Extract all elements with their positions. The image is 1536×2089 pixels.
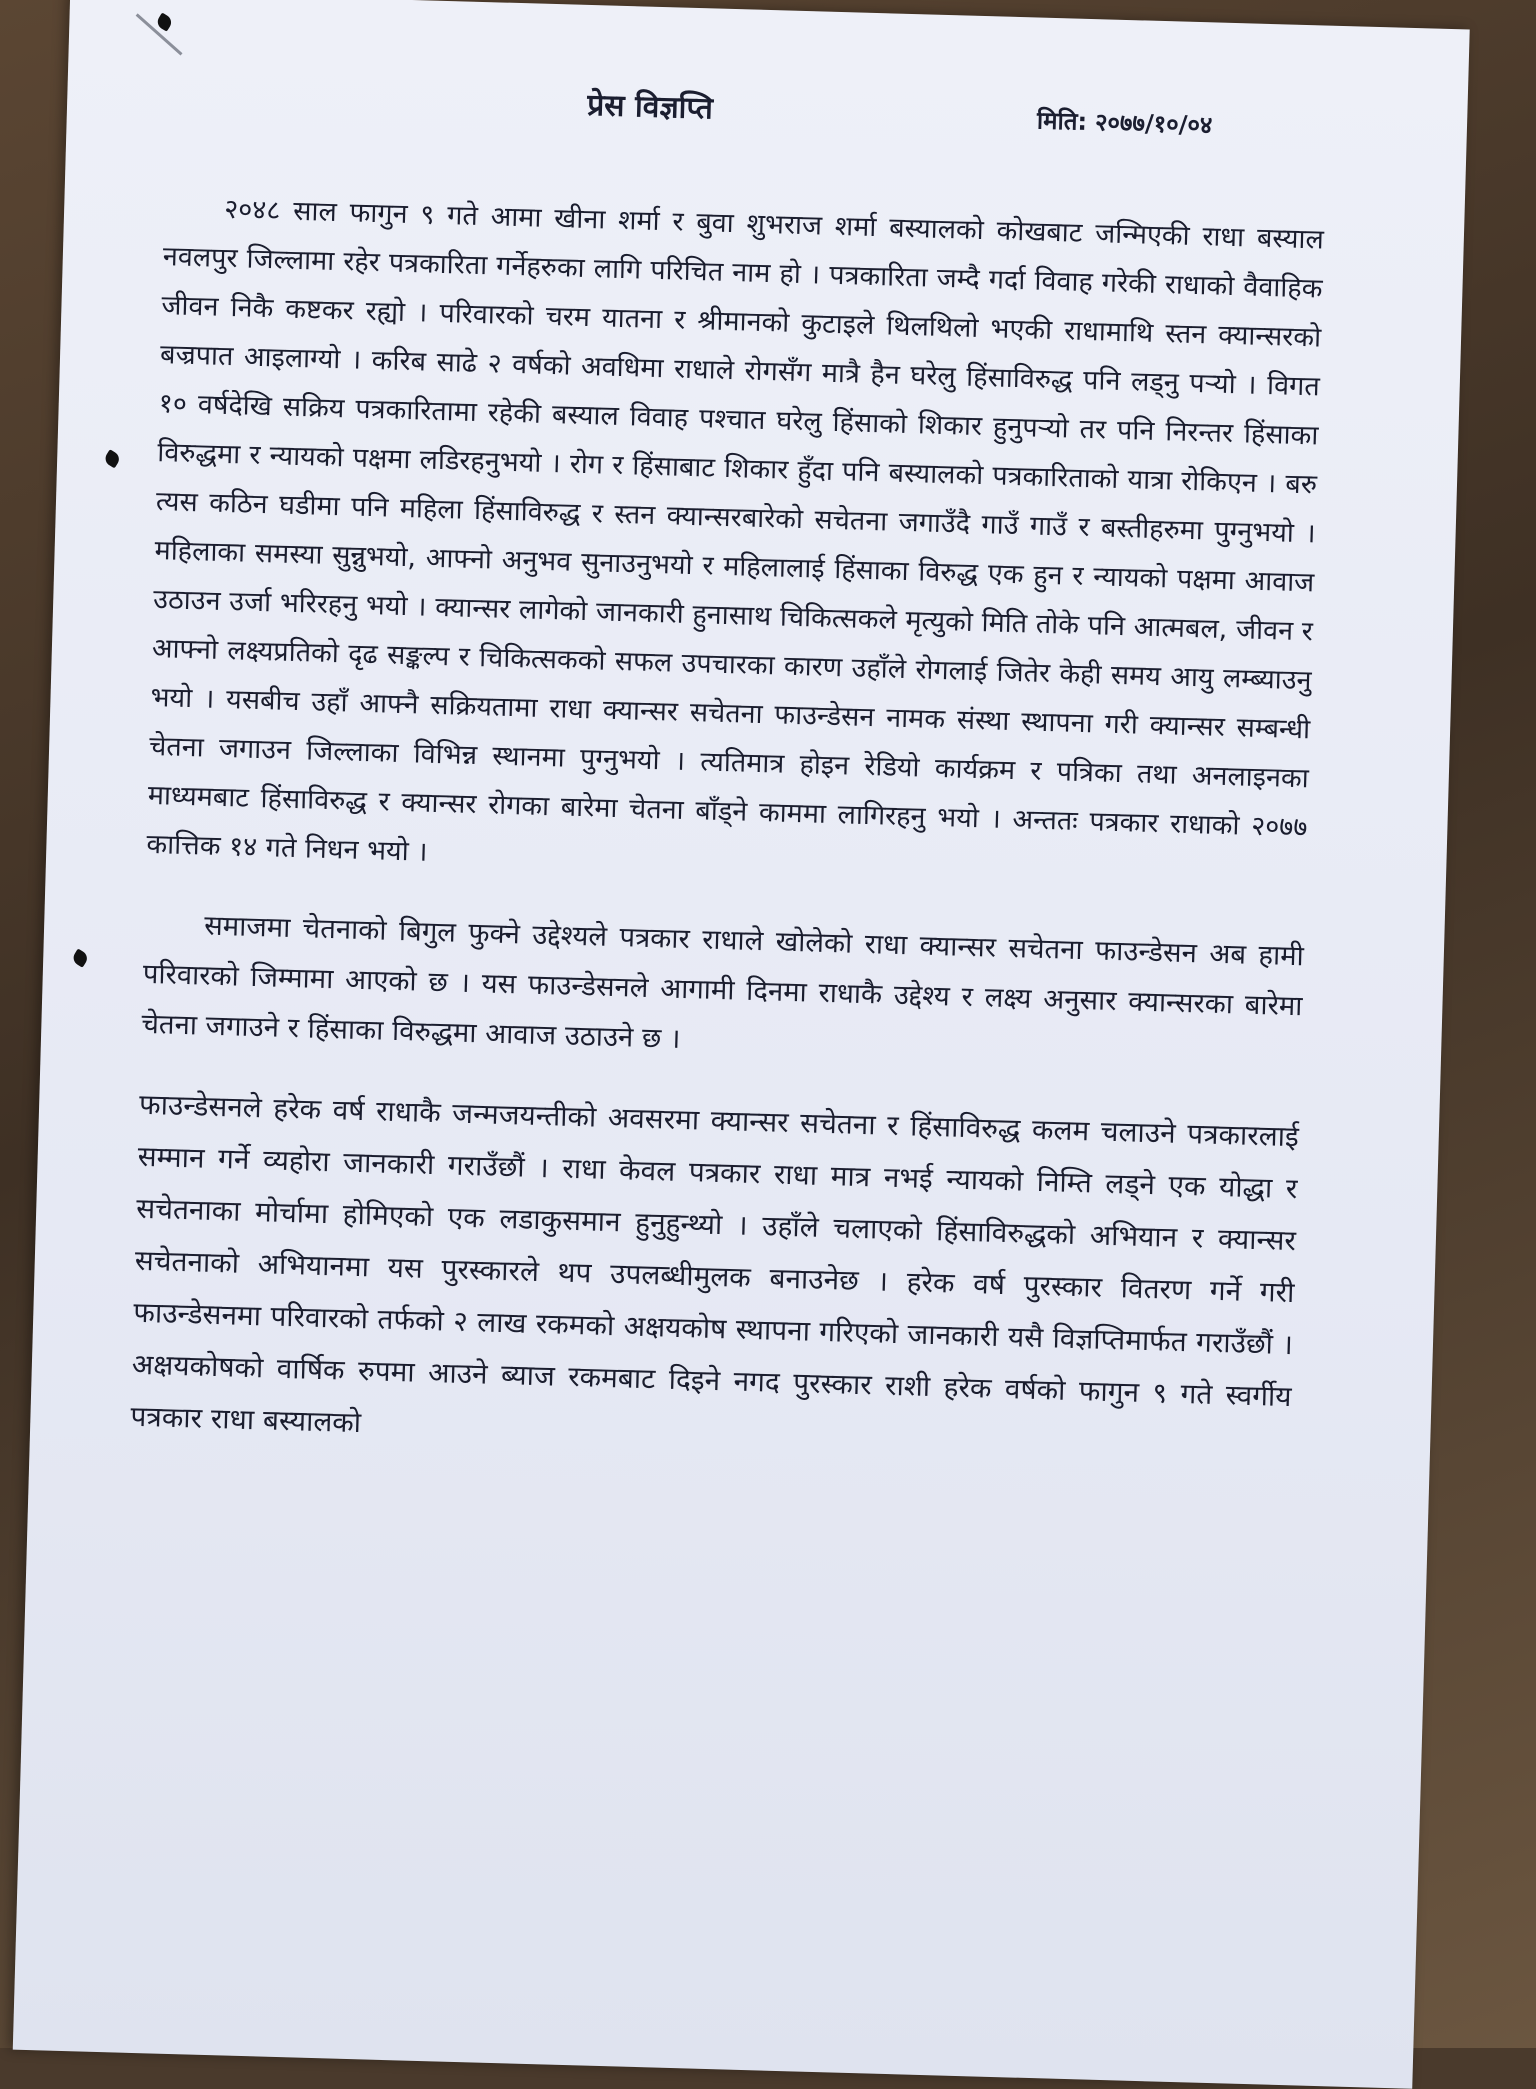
press-release-page bbox=[13, 0, 1470, 2089]
margin-mark-icon bbox=[103, 449, 122, 468]
notice-header bbox=[66, 68, 1467, 167]
date-label: मिति: bbox=[1036, 106, 1088, 136]
page-title: प्रेस विज्ञप्ति bbox=[586, 87, 714, 127]
margin-mark-icon bbox=[155, 12, 174, 31]
paragraph-biography: २०४८ साल फागुन ९ गते आमा खीना शर्मा र बुवा शुभराज शर्मा बस्यालको कोखबाट जन्मिएकी राधा बस्याल नवलपुर जिल्लामा रहेर पत्रकारिता गर्नेहरुका लागि परिचित नाम हो । पत्रकारिता जम्दै गर्दा विवाह गरेकी राधाको वैवाहिक जीवन निकै कष्टकर रह्यो । परिवारको चरम यातना र श्रीमानको कुटाइले थिलथिलो भएकी राधामाथि स्तन क्यान्सरको बज्रपात आइलाग्यो । करिब साढे २ वर्षको अवधिमा राधाले रोगसँग मात्रै हैन घरेलु हिंसाविरुद्ध पनि लड्नु पर्‍यो । विगत १० वर्षदेखि सक्रिय पत्रकारितामा रहेकी बस्याल विवाह पश्चात घरेलु हिंसाको शिकार हुनुपर्‍यो तर पनि निरन्तर हिंसाका विरुद्धमा र न्यायको पक्षमा लडिरहनुभयो । रोग र हिंसाबाट शिकार हुँदा पनि बस्यालको पत्रकारिताको यात्रा रोकिएन । बरु त्यस कठिन घडीमा पनि महिला हिंसाविरुद्ध र स्तन क्यान्सरबारेको सचेतना जगाउँदै गाउँ गाउँ र बस्तीहरुमा पुग्नुभयो । महिलाका समस्या सुन्नुभयो, आफ्नो अनुभव सुनाउनुभयो र महिलालाई हिंसाका विरुद्ध एक हुन र न्यायको पक्षमा आवाज उठाउन उर्जा भरिरहनु भयो । क्यान्सर लागेको जानकारी हुनासाथ चिकित्सकले मृत्युको मिति तोके पनि आत्मबल, जीवन र आफ्नो लक्ष्यप्रतिको दृढ सङ्कल्प र चिकित्सकको सफल उपचारका कारण उहाँले रोगलाई जितेर केही समय आयु लम्ब्याउनु भयो । यसबीच उहाँ आफ्नै सक्रियतामा राधा क्यान्सर सचेतना फाउन्डेसन नामक संस्था स्थापना गरी क्यान्सर सम्बन्धी चेतना जगाउन जिल्लाका विभिन्न स्थानमा पुग्नुभयो । त्यतिमात्र होइन रेडियो कार्यक्रम र पत्रिका तथा अनलाइनका माध्यमबाट हिंसाविरुद्ध र क्यान्सर रोगका बारेमा चेतना बाँड्ने काममा लागिरहनु भयो । अन्ततः पत्रकार राधाको २०७७ कात्तिक १४ गते निधन भयो । bbox=[146, 193, 1325, 868]
notice-body bbox=[129, 183, 1325, 1505]
date-value: २०७७/१०/०४ bbox=[1094, 108, 1213, 140]
notice-date bbox=[1037, 104, 1213, 142]
paragraph-foundation: समाजमा चेतनाको बिगुल फुक्ने उद्देश्यले पत्रकार राधाले खोलेको राधा क्यान्सर सचेतना फाउन्डेसन अब हामी परिवारको जिम्मामा आएको छ । यस फाउन्डेसनले आगामी दिनमा राधाकै उद्देश्य र लक्ष्य अनुसार क्यान्सरका बारेमा चेतना जगाउने र हिंसाका विरुद्धमा आवाज उठाउने छ । bbox=[140, 909, 1305, 1055]
paragraph-award: फाउन्डेसनले हरेक वर्ष राधाकै जन्मजयन्तीको अवसरमा क्यान्सर सचेतना र हिंसाविरुद्ध कलम चलाउने पत्रकारलाई सम्मान गर्ने व्यहोरा जानकारी गराउँछौं । राधा केवल पत्रकार राधा मात्र नभई न्यायको निम्ति लड्ने एक योद्धा र सचेतनाका मोर्चामा होमिएको एक लडाकुसमान हुनुहुन्थ्यो । उहाँले चलाएको हिंसाविरुद्धको अभियान र क्यान्सर सचेतनाको अभियानमा यस पुरस्कारले थप उपलब्धीमुलक बनाउनेछ । हरेक वर्ष पुरस्कार वितरण गर्ने गरी फाउन्डेसनमा परिवारको तर्फको २ लाख रकमको अक्षयकोष स्थापना गरिएको जानकारी यसै विज्ञप्तिमार्फत गराउँछौं । अक्षयकोषको वार्षिक रुपमा आउने ब्याज रकमबाट दिइने नगद पुरस्कार राशी हरेक वर्षको फागुन ९ गते स्वर्गीय पत्रकार राधा बस्यालको bbox=[130, 1087, 1300, 1440]
margin-mark-icon bbox=[71, 948, 90, 967]
